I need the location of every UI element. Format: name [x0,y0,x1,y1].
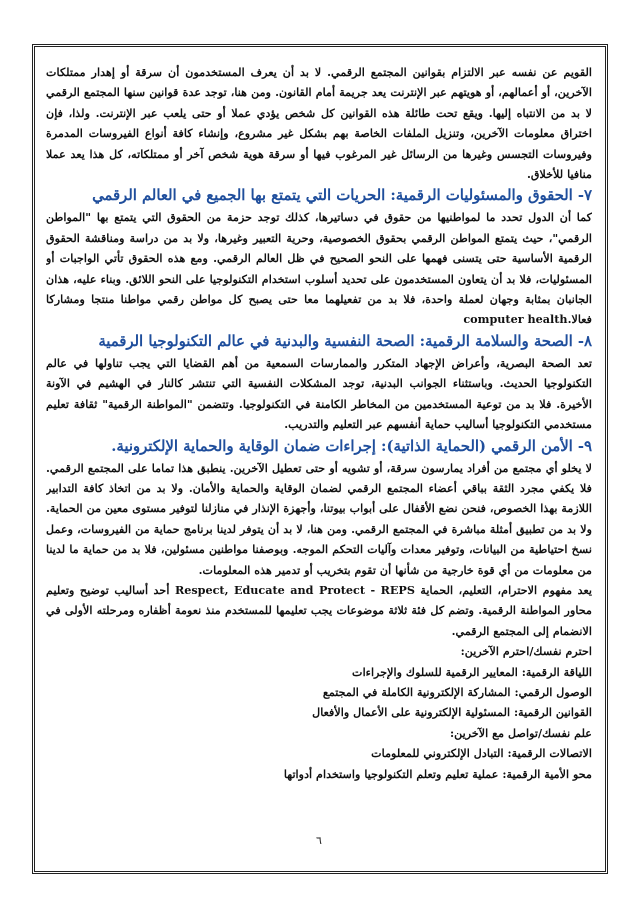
paragraph-digital-rights: كما أن الدول تحدد ما لمواطنيها من حقوق في دساتيرها، كذلك توجد حزمة من الحقوق التي يتمتع بها "المواطن الرقمي"، حيث يتمتع المواطن الرقمي بحقوق الخصوصية، وحرية التعبير وغيرها، ولا بد من دراسة ومناقشة الحقوق الرقمية الأساسية حتى يتسنى فهمها على النحو الصحيح في ظل العالم الرقمي. ومع هذه الحقوق تأتي الواجبات أو المسئوليات، فلا بد أن يتعاون المستخدمون على تحديد أسلوب استخدام التكنولوجيا على النحو اللائق. وبناء عليه، هذان الجانبان بمثابة وجهان لعملة واحدة، فلا بد من تفعيلهما معا حتى يصبح كل مواطن رقمي مواطنا منتجا ومشاركا فعالا.computer health [46,210,592,327]
heading-digital-rights: ٧- الحقوق والمسئوليات الرقمية: الحريات التي يتمتع بها الجميع في العالم الرقمي [92,187,592,205]
list-item: احترم نفسك/احترم الآخرين: [460,644,592,659]
paragraph-reps: يعد مفهوم الاحترام، التعليم، الحماية Respect, Educate and Protect - REPS أحد أساليب توضيح وتعليم محاور المواطنة الرقمية. وتضم كل فئة ثلاثة موضوعات يجب تعليمها للمستخدم منذ نعومة أظفاره ومرحلته الأولى في الانضمام إلى المجتمع الرقمي. [46,582,592,638]
list-item: اللياقة الرقمية: المعايير الرقمية للسلوك والإجراءات [352,664,592,679]
reps-list [46,641,592,784]
heading-digital-security: ٩- الأمن الرقمي (الحماية الذاتية): إجراءات ضمان الوقاية والحماية الإلكترونية. [111,437,592,455]
page-number: ٦ [316,834,322,847]
list-item: محو الأمية الرقمية: عملية تعليم وتعلم التكنولوجيا واستخدام أدواتها [283,766,592,781]
paragraph-digital-health: تعد الصحة البصرية، وأعراض الإجهاد المتكرر والممارسات السمعية من أهم القضايا التي يجب تناولها في عالم التكنولوجيا الحديث. وباستثناء الجوانب البدنية، توجد المشكلات النفسية التي تنتشر كالنار في الهشيم في الآونة الأخيرة. فلا بد من توعية المستخدمين من المخاطر الكامنة في التكنولوجيا. وتتضمن "المواطنة الرقمية" ثقافة تعليم مستخدمي التكنولوجيا أساليب حماية أنفسهم عبر التعليم والتدريب. [46,355,592,432]
paragraph-digital-security: لا يخلو أي مجتمع من أفراد يمارسون سرقة، أو تشويه أو حتى تعطيل الآخرين. ينطبق هذا تماما على المجتمع الرقمي. فلا يكفي مجرد الثقة بباقي أعضاء المجتمع الرقمي لضمان الوقاية والحماية والأمان. ولا بد من اتخاذ كافة التدابير اللازمة بهذا الخصوص، فنحن نضع الأقفال على أبواب بيوتنا، وأجهزة الإنذار في منازلنا لتوفير مستوى معين من الحماية. ولا بد من تطبيق أمثلة مباشرة في المجتمع الرقمي. ومن هنا، لا بد أن يتوفر لدينا برنامج حماية من الفيروسات، وعمل نسخ احتياطية من البيانات، وتوفير معدات وآليات التحكم الموجه. وبوصفنا مواطنين مسئولين، فلا بد من حماية ما لدينا من معلومات من أي قوة خارجية من شأنها أن تقوم بتخريب أو تدمير هذه المعلومات. [46,460,592,577]
list-item: الوصول الرقمي: المشاركة الإلكترونية الكاملة في المجتمع [322,684,592,699]
heading-digital-health: ٨- الصحة والسلامة الرقمية: الصحة النفسية والبدنية في عالم التكنولوجيا الرقمية [98,332,592,350]
list-item: علم نفسك/تواصل مع الآخرين: [449,725,592,740]
list-item: الاتصالات الرقمية: التبادل الإلكتروني للمعلومات [371,746,592,761]
paragraph-digital-law: القويم عن نفسه عبر الالتزام بقوانين المجتمع الرقمي. لا بد أن يعرف المستخدمون أن سرقة أو إهدار ممتلكات الآخرين، أو أعمالهم، أو هويتهم عبر الإنترنت يعد جريمة أمام القانون. ومن هنا، توجد عدة قوانين سنها المجتمع الرقمي لا بد من الانتباه إليها. ويقع تحت طائلة هذه القوانين كل شخص يؤدي عملا أو حتى يلعب عبر الإنترنت. ولذا، فإن اختراق معلومات الآخرين، وتنزيل الملفات الخاصة بهم بشكل غير مشروع، وإنشاء كافة أنواع الفيروسات المدمرة وفيروسات التجسس وغيرها من الرسائل غير المرغوب فيها أو سرقة هوية شخص آخر أو ممتلكاته، كل هذا يعد عملا منافيا للأخلاق. [46,65,592,182]
document-page [46,62,592,852]
list-item: القوانين الرقمية: المسئولية الإلكترونية على الأعمال والأفعال [312,705,592,720]
